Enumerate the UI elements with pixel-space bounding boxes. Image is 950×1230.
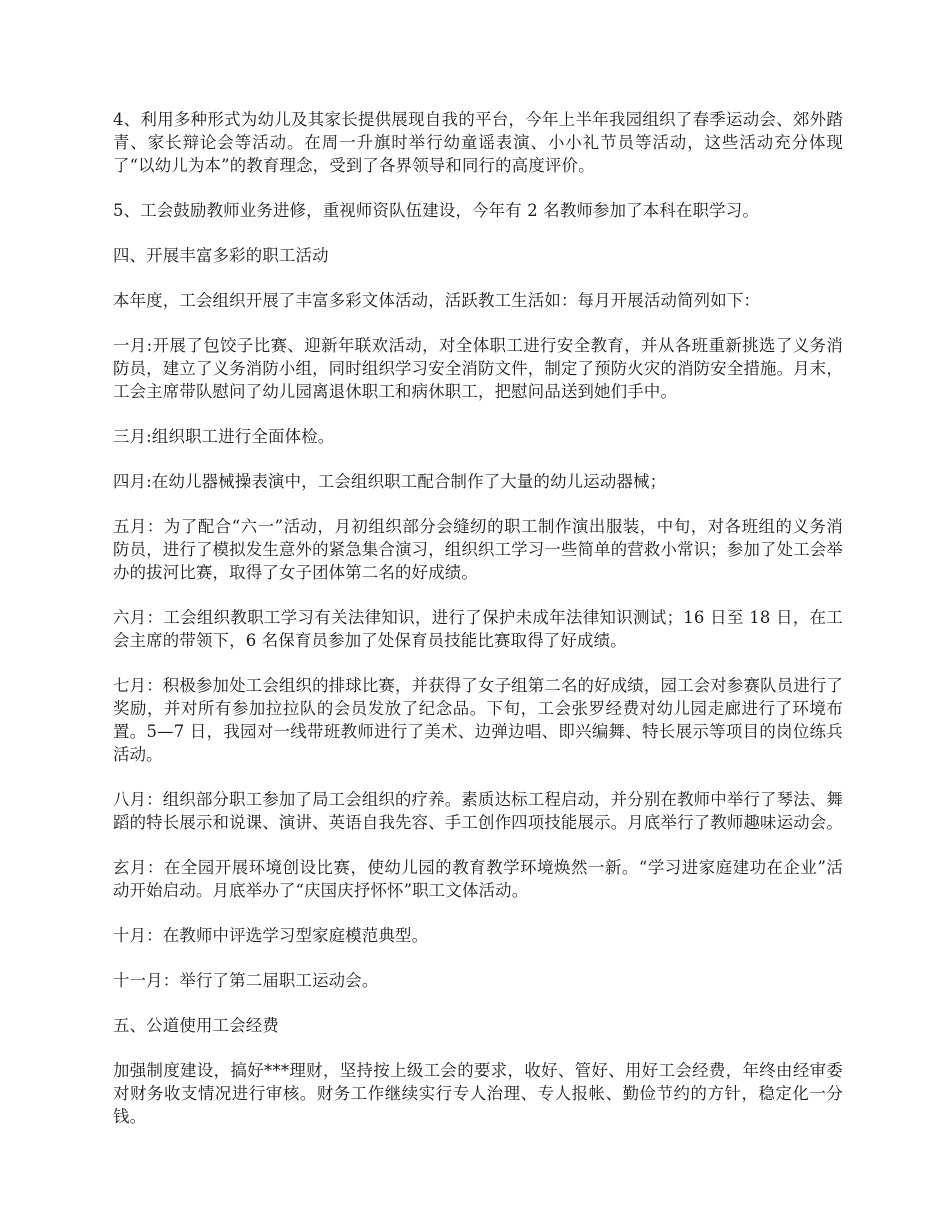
paragraph-september: 玄月：在全园开展环境创设比赛，使幼儿园的教育教学环境焕然一新。“学习进家庭建功在企业”活动开始启动。月底举办了“庆国庆抒怀怀”职工文体活动。	[113, 858, 843, 900]
paragraph-october: 十月：在教师中评选学习型家庭模范典型。	[113, 926, 429, 945]
paragraph-march: 三月:组织职工进行全面体检。	[113, 427, 335, 446]
paragraph-july: 七月：积极参加处工会组织的排球比赛，并获得了女子组第二名的好成绩，园工会对参赛队员进行了奖励，并对所有参加拉拉队的会员发放了纪念品。下旬，工会张罗经费对幼儿园走廊进行了环境布置。5—7 日，我园对一线带班教师进行了美术、边弹边唱、即兴编舞、特长展示等项目的岗位练兵活动。	[113, 676, 843, 764]
paragraph-funds: 加强制度建设，搞好***理财，坚持按上级工会的要求，收好、管好、用好工会经费，年终由经审委对财务收支情况进行审核。财务工作继续实行专人治理、专人报帐、勤俭节约的方针，稳定化一分钱。	[113, 1061, 843, 1126]
section-heading-activities: 四、开展丰富多彩的职工活动	[113, 246, 329, 265]
paragraph-intro-activities: 本年度，工会组织开展了丰富多彩文体活动，活跃教工生活如：每月开展活动简列如下：	[113, 291, 761, 310]
paragraph-item-4: 4、利用多种形式为幼儿及其家长提供展现自我的平台，今年上半年我园组织了春季运动会、郊外踏青、家长辩论会等活动。在周一升旗时举行幼童谣表演、小小礼节员等活动，这些活动充分体现了“以幼儿为本”的教育理念，受到了各界领导和同行的高度评价。	[113, 110, 843, 175]
paragraph-january: 一月:开展了包饺子比赛、迎新年联欢活动，对全体职工进行安全教育，并从各班重新挑选了义务消防员，建立了义务消防小组，同时组织学习安全消防文件，制定了预防火灾的消防安全措施。月末，工会主席带队慰问了幼儿园离退休职工和病休职工，把慰问品送到她们手中。	[113, 336, 843, 401]
paragraph-may: 五月：为了配合“六一”活动，月初组织部分会缝纫的职工制作演出服装，中旬，对各班组的义务消防员，进行了模拟发生意外的紧急集合演习，组织织工学习一些简单的营救小常识；参加了处工会举办的拔河比赛，取得了女子团体第二名的好成绩。	[113, 517, 843, 582]
paragraph-june: 六月：工会组织教职工学习有关法律知识，进行了保护未成年法律知识测试；16 日至 18 日，在工会主席的带领下，6 名保育员参加了处保育员技能比赛取得了好成绩。	[113, 608, 843, 650]
section-heading-funds: 五、公道使用工会经费	[113, 1016, 279, 1035]
paragraph-april: 四月:在幼儿器械操表演中，工会组织职工配合制作了大量的幼儿运动器械；	[113, 472, 667, 491]
paragraph-november: 十一月：举行了第二届职工运动会。	[113, 971, 379, 990]
document-body	[113, 108, 843, 1150]
paragraph-august: 八月：组织部分职工参加了局工会组织的疗养。素质达标工程启动，并分别在教师中举行了琴法、舞蹈的特长展示和说课、演讲、英语自我先容、手工创作四项技能展示。月底举行了教师趣味运动会。	[113, 790, 843, 832]
paragraph-item-5: 5、工会鼓励教师业务进修，重视师资队伍建设，今年有 2 名教师参加了本科在职学习。	[113, 201, 759, 220]
